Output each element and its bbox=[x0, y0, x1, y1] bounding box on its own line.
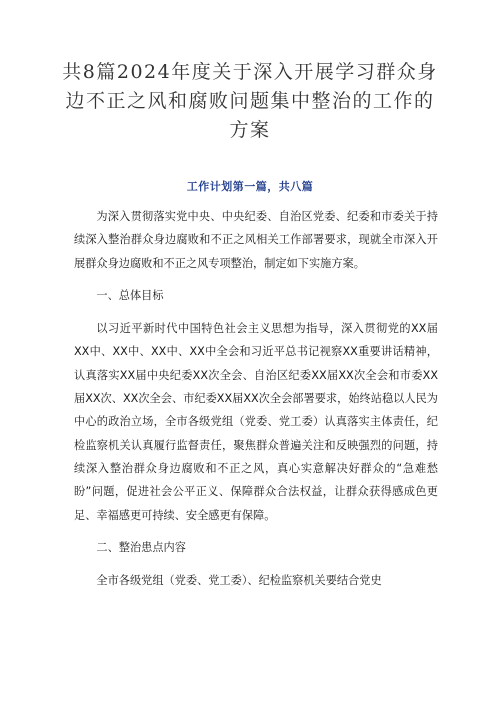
document-body bbox=[74, 205, 438, 592]
title-line-1: 共8篇2024年度关于深入开展学习群众身 bbox=[62, 61, 438, 83]
title-line-2: 边不正之风和腐败问题集中整治的工作的 bbox=[65, 90, 435, 112]
document-subtitle: 工作计划第一篇，共八篇 bbox=[186, 180, 314, 193]
section-2-paragraph: 全市各级党组（党委、党工委）、纪检监察机关要结合党史 bbox=[96, 574, 382, 588]
document-title bbox=[60, 58, 440, 145]
section-1-heading: 一、总体目标 bbox=[96, 289, 164, 303]
title-line-3: 方案 bbox=[229, 119, 271, 141]
section-1-paragraph: 以习近平新时代中国特色社会主义思想为指导，深入贯彻党的XX届XX中、XX中、XX中、XX中全会和习近平总书记视察XX重要讲话精神，认真落实XX届中央纪委XX次全会、自治区纪委XX届XX次全会和市委XX届XX次、XX次全会、市纪委XX届XX次全会部署要求，始终站稳以人民为中心的政治立场，全市各级党组（党委、党工委）认真落实主体责任，纪检监察机关认真履行监督责任，聚焦群众普遍关注和反映强烈的问题，持续深入整治群众身边腐败和不正之风，真心实意解决好群众的“急难愁盼”问题，促进社会公平正义、保障群众合法权益，让群众获得感成色更足、幸福感更可持续、安全感更有保障。 bbox=[74, 322, 438, 522]
intro-paragraph: 为深入贯彻落实党中央、中央纪委、自治区党委、纪委和市委关于持续深入整治群众身边腐败和不正之风相关工作部署要求，现就全市深入开展群众身边腐败和不正之风专项整治，制定如下实施方案。 bbox=[74, 210, 438, 270]
section-2-heading: 二、整治患点内容 bbox=[96, 541, 186, 555]
